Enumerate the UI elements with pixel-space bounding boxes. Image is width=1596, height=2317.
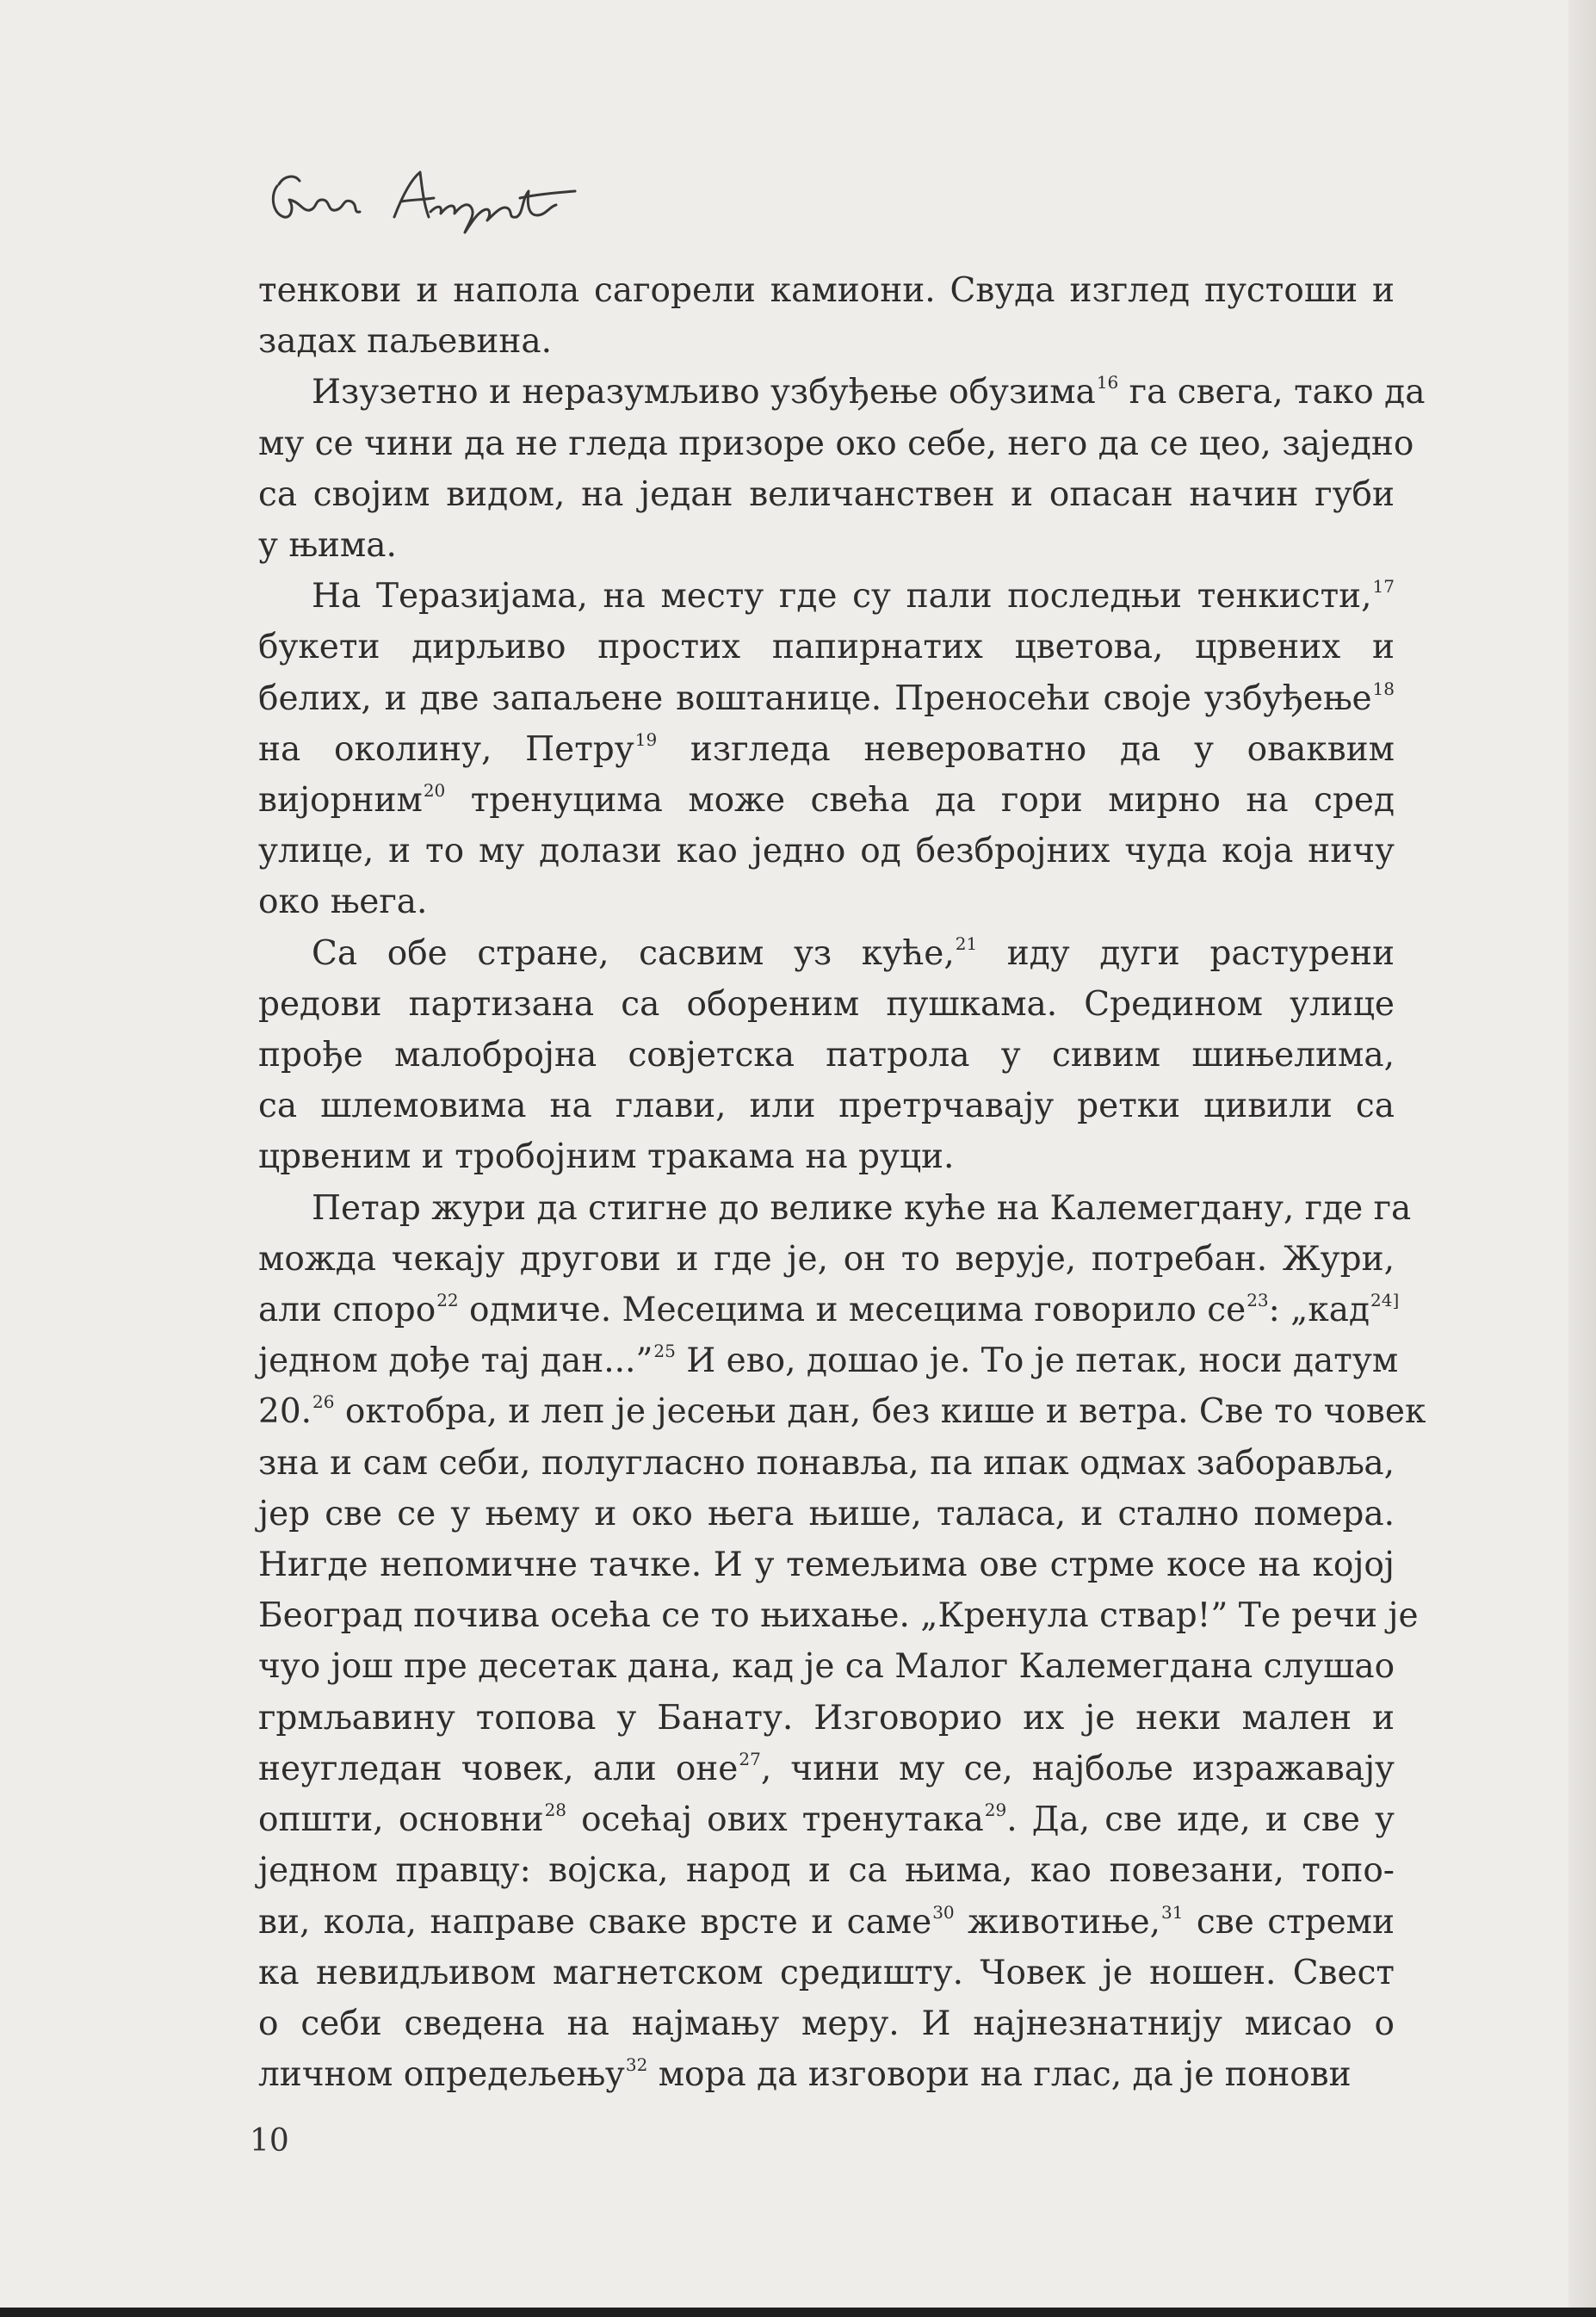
text-run: изгледа невероватно да у оваквим bbox=[657, 729, 1395, 769]
text-line bbox=[258, 1030, 1395, 1081]
text-run: 20. bbox=[258, 1392, 312, 1432]
text-line bbox=[258, 826, 1395, 877]
text-line bbox=[258, 1489, 1395, 1540]
text-line bbox=[258, 1386, 1426, 1437]
footnote-marker: 23 bbox=[1246, 1290, 1269, 1311]
text-line bbox=[258, 1897, 1395, 1948]
text-run: прође малобројна совјетска патрола у сивим шињелима, bbox=[258, 1036, 1395, 1075]
text-run: све стреми bbox=[1183, 1902, 1395, 1942]
text-line bbox=[258, 469, 1395, 520]
text-run: на околину, Петру bbox=[258, 729, 634, 769]
paragraph bbox=[258, 928, 1395, 1183]
paragraph bbox=[258, 571, 1395, 927]
text-run: али споро bbox=[258, 1291, 436, 1330]
text-run: чуо још пре десетак дана, кад је са Малог Калемегдана слушао bbox=[258, 1647, 1395, 1687]
text-line bbox=[258, 673, 1395, 724]
footnote-marker: 29 bbox=[984, 1800, 1007, 1821]
text-line bbox=[258, 1285, 1400, 1335]
footnote-marker: 28 bbox=[544, 1800, 567, 1821]
text-run: улице, и то му долази као једно од безбројних чуда која ничу bbox=[258, 832, 1395, 871]
footnote-marker: 21 bbox=[955, 932, 978, 954]
text-line bbox=[258, 928, 1395, 979]
text-run: општи, основни bbox=[258, 1800, 544, 1840]
text-run: белих, и две запаљене воштанице. Преносећи своје узбуђење bbox=[258, 678, 1372, 718]
text-run: : „кад bbox=[1268, 1291, 1370, 1330]
text-line bbox=[258, 1590, 1419, 1641]
paragraph bbox=[258, 265, 1395, 367]
text-line bbox=[258, 1131, 1395, 1182]
text-run: га свега, тако да bbox=[1118, 373, 1426, 412]
text-run: можда чекају другови и где је, он то верује, потребан. Жури, bbox=[258, 1239, 1395, 1279]
text-run: са својим видом, на један величанствен и опасан начин губи bbox=[258, 474, 1395, 514]
author-signature bbox=[265, 160, 592, 246]
text-run: И ево, дошао је. То је петак, носи датум bbox=[675, 1341, 1399, 1381]
text-run: једном правцу: војска, народ и са њима, као повезани, топо- bbox=[258, 1851, 1395, 1891]
footnote-marker: 26 bbox=[312, 1391, 335, 1413]
text-run: Нигде непомичне тачке. И у темељима ове стрме косе на којој bbox=[258, 1546, 1395, 1585]
text-run: осећај ових тренутака bbox=[566, 1800, 984, 1840]
text-line bbox=[258, 1183, 1412, 1234]
text-run: Са обе стране, сасвим уз куће, bbox=[312, 933, 955, 973]
text-run: тенкови и напола сагорели камиони. Свуда изглед пустоши и bbox=[258, 271, 1395, 310]
footnote-marker: 25 bbox=[653, 1341, 676, 1362]
text-line bbox=[258, 571, 1395, 622]
text-run: октобра, и леп је јесењи дан, без кише и ветра. Све то човек bbox=[334, 1392, 1426, 1432]
text-run: једном дође тај дан...” bbox=[258, 1341, 653, 1381]
text-line bbox=[258, 622, 1395, 672]
text-run: тренуцима може свећа да гори мирно на сред bbox=[445, 781, 1395, 821]
text-run: ви, кола, направе сваке врсте и саме bbox=[258, 1902, 932, 1942]
footnote-marker: 24] bbox=[1370, 1290, 1400, 1311]
paragraph bbox=[258, 1183, 1426, 2101]
text-run: личном опредељењу bbox=[258, 2055, 625, 2095]
text-line bbox=[258, 1998, 1395, 2049]
footnote-marker: 31 bbox=[1161, 1901, 1184, 1923]
text-line bbox=[258, 1438, 1395, 1489]
footnote-marker: 16 bbox=[1096, 372, 1119, 393]
text-run: одмиче. Месецима и месецима говорило се bbox=[458, 1291, 1246, 1330]
text-run: црвеним и тробојним тракама на руци. bbox=[258, 1137, 955, 1177]
footnote-marker: 18 bbox=[1372, 678, 1395, 699]
footnote-marker: 27 bbox=[739, 1748, 761, 1769]
text-run: букети дирљиво простих папирнатих цветова, црвених и bbox=[258, 628, 1395, 667]
text-line bbox=[258, 1540, 1395, 1590]
text-line bbox=[258, 1641, 1395, 1692]
page-number: 10 bbox=[250, 2123, 289, 2159]
text-run: , чини му се, најбоље изражавају bbox=[760, 1749, 1395, 1788]
text-line bbox=[258, 265, 1395, 316]
text-run: јер све се у њему и око њега њише, таласа, и стално помера. bbox=[258, 1494, 1395, 1533]
text-line bbox=[258, 418, 1414, 469]
text-run: задах паљевина. bbox=[258, 322, 552, 362]
text-run: Београд почива осећа се то њихање. „Кренула ствар!” Те речи је bbox=[258, 1596, 1419, 1636]
text-run: о себи сведена на најмању меру. И најнезнатнију мисао о bbox=[258, 2004, 1395, 2043]
text-run: грмљавину топова у Банату. Изговорио их је неки мален и bbox=[258, 1698, 1395, 1738]
text-run: ка невидљивом магнетском средишту. Човек је ношен. Свест bbox=[258, 1953, 1395, 1992]
text-run: вијорним bbox=[258, 781, 423, 821]
text-run: животиње, bbox=[954, 1902, 1160, 1942]
text-run: мора да изговори на глас, да је понови bbox=[647, 2055, 1352, 2095]
text-run: Изузетно и неразумљиво узбуђење обузима bbox=[312, 373, 1096, 412]
body-text bbox=[258, 265, 1426, 2100]
text-line bbox=[258, 2049, 1395, 2100]
text-run: му се чини да не гледа призоре око себе, него да се цео, заједно bbox=[258, 424, 1414, 463]
text-run: иду дуги растурени bbox=[977, 933, 1395, 973]
text-run: око њега. bbox=[258, 883, 428, 922]
text-run: На Теразијама, на месту где су пали последњи тенкисти, bbox=[312, 577, 1372, 616]
text-line bbox=[258, 1234, 1395, 1285]
text-run: зна и сам себи, полугласно понавља, па ипак одмах заборавља, bbox=[258, 1443, 1395, 1483]
text-line bbox=[258, 724, 1395, 775]
paragraph bbox=[258, 367, 1426, 571]
text-run: Петар жури да стигне до велике куће на Калемегдану, где га bbox=[312, 1188, 1412, 1228]
text-line bbox=[258, 367, 1426, 418]
footnote-marker: 32 bbox=[625, 2054, 648, 2076]
text-line bbox=[258, 1081, 1395, 1131]
text-run: неугледан човек, али оне bbox=[258, 1749, 739, 1788]
text-line bbox=[258, 775, 1395, 826]
text-run: са шлемовима на глави, или претрчавају ретки цивили са bbox=[258, 1087, 1395, 1126]
text-line bbox=[258, 1845, 1395, 1896]
text-line bbox=[258, 979, 1395, 1030]
text-line bbox=[258, 877, 1395, 927]
text-line bbox=[258, 520, 1395, 571]
page-edge bbox=[1568, 0, 1596, 2317]
footnote-marker: 20 bbox=[423, 780, 446, 802]
text-run: у њима. bbox=[258, 526, 397, 566]
footnote-marker: 17 bbox=[1372, 576, 1395, 598]
text-run: . Да, све иде, и све у bbox=[1006, 1800, 1395, 1840]
footnote-marker: 19 bbox=[634, 728, 658, 750]
text-run: редови партизана са обореним пушкама. Средином улице bbox=[258, 984, 1395, 1024]
footnote-marker: 30 bbox=[932, 1901, 955, 1923]
footnote-marker: 22 bbox=[436, 1290, 459, 1311]
text-line bbox=[258, 316, 1395, 367]
page-bottom-edge bbox=[0, 2308, 1596, 2317]
text-line bbox=[258, 1693, 1395, 1744]
text-line bbox=[258, 1335, 1399, 1386]
text-line bbox=[258, 1744, 1395, 1794]
text-line bbox=[258, 1948, 1395, 1998]
text-line bbox=[258, 1794, 1395, 1845]
